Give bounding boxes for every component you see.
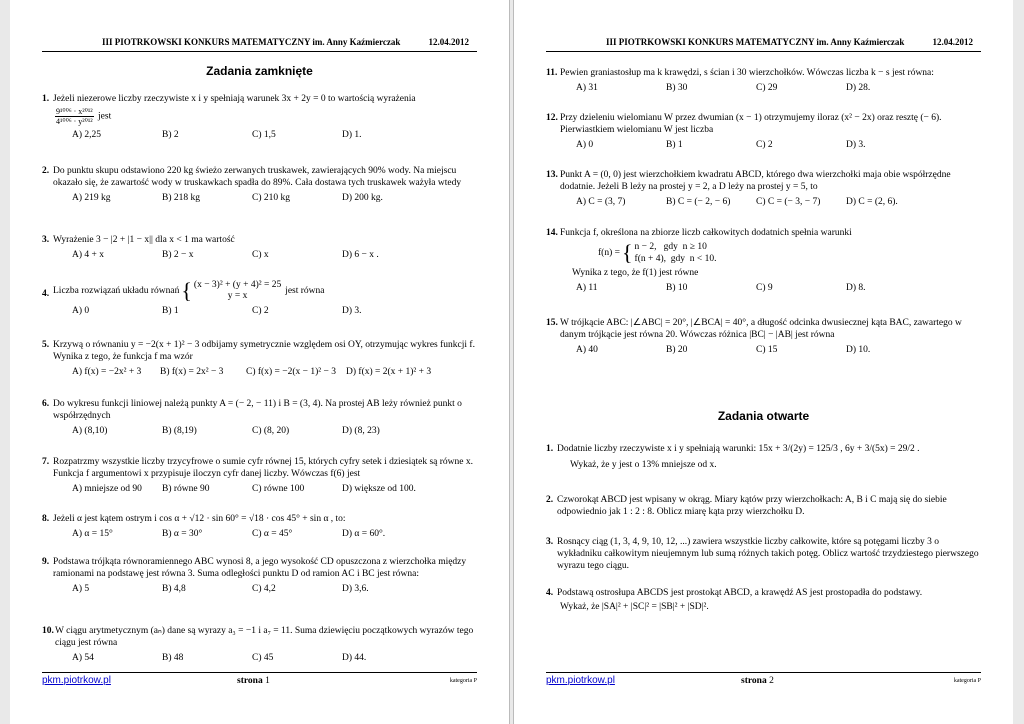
answer-b: B) 30 — [666, 83, 688, 93]
section-title-closed: Zadania zamknięte — [206, 64, 313, 78]
question-number: 4. — [42, 289, 50, 299]
answer-d: D) 3,6. — [342, 584, 369, 594]
question-number: 2. — [42, 166, 50, 176]
answers — [72, 528, 479, 540]
contest-name: III PIOTRKOWSKI KONKURS MATEMATYCZNY im. Anny Kaźmierczak — [606, 37, 905, 47]
open-task-3 — [546, 536, 983, 572]
answer-a: A) (8,10) — [72, 426, 108, 436]
answer-b: B) (8,19) — [162, 426, 197, 436]
question-12 — [546, 112, 983, 151]
question-number: 9. — [42, 557, 50, 567]
question-text: Do punktu skupu odstawiono 220 kg świeżo zerwanych truskawek, zawierających 90% wody. Na miejscu okazało się, że zawartość wody w truskawkach spadła do 89%. Cała dostawa tych truskawek ważyła wtedy — [53, 166, 462, 188]
answer-a: A) f(x) = −2x² + 3 — [72, 367, 142, 377]
answers — [72, 366, 479, 378]
answer-a: A) 2,25 — [72, 130, 102, 140]
answer-d: D) C = (2, 6). — [846, 197, 898, 207]
answers — [72, 425, 479, 437]
answer-c: C) równe 100 — [252, 484, 305, 494]
answer-d: D) α = 60°. — [342, 529, 386, 539]
task-text: Dodatnie liczby rzeczywiste x i y spełniają warunki: 15x + 3/(2y) = 125/3 , 6y + 3/(5x) = 29/2 . — [557, 444, 920, 454]
function-name: f(n) = — [598, 248, 620, 258]
question-number: 7. — [42, 457, 50, 467]
question-tail: jest — [98, 111, 112, 122]
open-task-1 — [546, 443, 983, 471]
answer-b: B) 10 — [666, 283, 688, 293]
page-header — [546, 37, 981, 52]
question-number: 14. — [546, 228, 558, 238]
equation-2: y = x — [227, 291, 248, 301]
answer-d: D) 6 − x . — [342, 250, 379, 260]
answers — [576, 344, 983, 356]
question-text: W trójkącie ABC: |∠ABC| = 20°, |∠BCA| = 40°, a długość odcinka dwusiecznej kąta BAC, zawartego w danym trójkącie jest równa 20. Wówczas różnica |BC| − |AB| jest równa — [560, 318, 962, 340]
question-text: Pewien graniastosłup ma k krawędzi, s ścian i 30 wierzchołków. Wówczas liczba k − s jest równa: — [560, 68, 934, 78]
answer-c: C) 9 — [756, 283, 773, 293]
website-link[interactable]: pkm.piotrkow.pl — [42, 675, 111, 686]
answer-b: B) 1 — [162, 306, 179, 316]
section-title-open: Zadania otwarte — [717, 409, 810, 423]
answer-d: D) 28. — [846, 83, 871, 93]
category-label: kategoria P — [449, 678, 477, 684]
page-2 — [513, 0, 1013, 724]
question-text: Rozpatrzmy wszystkie liczby trzycyfrowe o sumie cyfr równej 15, których cyfry setek i dziesiątek są równe x. Funkcja f argumentowi x przypisuje iloczyn cyfr danej liczby. Wówczas f(6) jest — [53, 457, 473, 479]
contest-date: 12.04.2012 — [428, 37, 469, 47]
answer-a: A) 40 — [576, 345, 598, 355]
question-text: Wyrażenie 3 − |2 + |1 − x|| dla x < 1 ma wartość — [53, 235, 235, 245]
answer-c: C) 1,5 — [252, 130, 276, 140]
question-number: 12. — [546, 113, 558, 123]
question-text: Przy dzieleniu wielomianu W przez dwumian (x − 1) otrzymujemy iloraz (x² − 2x) oraz resztę (− 6). Pierwiastkiem wielomianu W jest liczba — [560, 113, 942, 135]
answer-c: C) x — [252, 250, 269, 260]
answer-a: A) 219 kg — [72, 193, 111, 203]
answer-c: C) α = 45° — [252, 529, 293, 539]
equation-1: (x − 3)² + (y + 4)² = 25 — [193, 280, 282, 290]
answer-b: B) 4,8 — [162, 584, 186, 594]
question-text: Jeżeli niezerowe liczby rzeczywiste x i y spełniają warunek 3x + 2y = 0 to wartością wyrażenia — [53, 94, 416, 104]
question-11 — [546, 67, 983, 94]
answer-d: D) 200 kg. — [342, 193, 383, 203]
answers — [576, 139, 983, 151]
question-text: Punkt A = (0, 0) jest wierzchołkiem kwadratu ABCD, którego dwa wierzchołki maja obie współrzędne dodatnie. Jeżeli B leży na prostej y = 2, a D leży na prostej y = 5, to — [560, 170, 951, 192]
answers — [72, 129, 479, 141]
answer-b: B) równe 90 — [162, 484, 210, 494]
answer-a: A) 31 — [576, 83, 598, 93]
answers — [576, 196, 983, 208]
answers — [72, 652, 479, 664]
answers — [72, 483, 479, 495]
question-14 — [546, 227, 983, 294]
open-task-4 — [546, 587, 983, 613]
page-number: strona 1 — [237, 676, 270, 686]
answer-c: C) 45 — [252, 653, 274, 663]
question-number: 13. — [546, 170, 558, 180]
case-2: f(n + 4), gdy n < 10. — [634, 254, 717, 264]
answer-c: C) 15 — [756, 345, 778, 355]
question-number: 6. — [42, 399, 50, 409]
question-15 — [546, 317, 983, 356]
page-header — [42, 37, 477, 52]
website-link[interactable]: pkm.piotrkow.pl — [546, 675, 615, 686]
answer-d: D) 1. — [342, 130, 362, 140]
answer-d: D) 10. — [846, 345, 871, 355]
question-text: Podstawa trójkąta równoramiennego ABC wynosi 8, a jego wysokość CD opuszczona z wierzchołka między ramionami na podstawę jest równa 3. Suma odległości punktu D od ramion AC i BC jest równa: — [53, 557, 467, 579]
answer-a: A) C = (3, 7) — [576, 197, 626, 207]
answer-b: B) 1 — [666, 140, 683, 150]
answer-d: D) f(x) = 2(x + 1)² + 3 — [346, 367, 432, 377]
answer-a: A) 4 + x — [72, 250, 105, 260]
question-number: 15. — [546, 318, 558, 328]
question-number: 8. — [42, 514, 50, 524]
task-text: Podstawą ostrosłupa ABCDS jest prostokąt ABCD, a krawędź AS jest prostopadła do podstawy. — [557, 588, 923, 598]
answer-c: C) 4,2 — [252, 584, 276, 594]
answer-c: C) 2 — [756, 140, 773, 150]
answer-d: D) 3. — [846, 140, 866, 150]
answer-c: C) f(x) = −2(x − 1)² − 3 — [246, 367, 336, 377]
answer-c: C) 29 — [756, 83, 778, 93]
answer-a: A) 0 — [576, 140, 594, 150]
question-13 — [546, 169, 983, 208]
answer-b: B) 2 − x — [162, 250, 194, 260]
answer-b: B) α = 30° — [162, 529, 203, 539]
question-text: Liczba rozwiązań układu równań — [53, 286, 180, 296]
answers — [72, 583, 479, 595]
contest-date: 12.04.2012 — [932, 37, 973, 47]
answers — [72, 192, 479, 204]
question-9 — [42, 556, 479, 595]
answer-b: B) 20 — [666, 345, 688, 355]
question-tail: jest równa — [285, 286, 325, 296]
question-8 — [42, 513, 479, 540]
question-text: Krzywą o równaniu y = −2(x + 1)² − 3 odbijamy symetrycznie względem osi OY, otrzymując wykres funkcji f. Wynika z tego, że funkcja f ma wzór — [53, 340, 475, 362]
answer-d: D) (8, 23) — [342, 426, 380, 436]
question-7 — [42, 456, 479, 495]
question-text: Do wykresu funkcji liniowej należą punkty A = (− 2, − 11) i B = (3, 4). Na prostej AB leży również punkt o współrzędnych — [53, 399, 462, 421]
answer-b: B) 48 — [162, 653, 184, 663]
question-3 — [42, 234, 479, 261]
question-2 — [42, 165, 479, 204]
question-10 — [42, 625, 479, 664]
question-number: 11. — [546, 68, 558, 78]
question-6 — [42, 398, 479, 437]
contest-name: III PIOTRKOWSKI KONKURS MATEMATYCZNY im. Anny Kaźmierczak — [102, 37, 401, 47]
answer-c: C) 210 kg — [252, 193, 290, 203]
task-text: Czworokąt ABCD jest wpisany w okrąg. Miary kątów przy wierzchołkach: A, B i C mają się do siebie odpowiednio jak 1 : 2 : 8. Oblicz miarę kąta przy wierzchołku D. — [557, 495, 947, 517]
page-footer — [546, 672, 981, 687]
answer-a: A) 11 — [576, 283, 598, 293]
question-number: 5. — [42, 340, 50, 350]
answer-d: D) 3. — [342, 306, 362, 316]
answers — [72, 249, 479, 261]
task-text-2: Wykaż, że y jest o 13% mniejsze od x. — [570, 460, 717, 470]
answer-a: A) 0 — [72, 306, 90, 316]
answer-d: D) 44. — [342, 653, 367, 663]
question-number: 10. — [42, 626, 54, 636]
answer-a: A) mniejsze od 90 — [72, 484, 142, 494]
question-5 — [42, 339, 479, 378]
question-tail: Wynika z tego, że f(1) jest równe — [572, 268, 699, 278]
case-1: n − 2, gdy n ≥ 10 — [634, 242, 707, 252]
answer-d: D) 8. — [846, 283, 866, 293]
task-text: Rosnący ciąg (1, 3, 4, 9, 10, 12, ...) zawiera wszystkie liczby całkowite, które są potęgami liczby 3 o wykładniku całkowitym nieujemnym lub sumą różnych takich potęg. Oblicz wartość trzydziestego pierwszego wyrazu tego ciągu. — [557, 537, 979, 571]
answer-c: C) 2 — [252, 306, 269, 316]
task-text-2: Wykaż, że |SA|² + |SC|² = |SB|² + |SD|². — [560, 602, 709, 612]
task-number: 4. — [546, 588, 554, 598]
answer-b: B) 2 — [162, 130, 179, 140]
category-label: kategoria P — [953, 678, 981, 684]
answer-c: C) (8, 20) — [252, 426, 290, 436]
task-number: 2. — [546, 495, 554, 505]
answers — [576, 282, 983, 294]
answer-a: A) 5 — [72, 584, 90, 594]
question-text: Funkcja f, określona na zbiorze liczb całkowitych dodatnich spełnia warunki — [560, 228, 852, 238]
question-1 — [42, 93, 479, 141]
answer-b: B) f(x) = 2x² − 3 — [160, 367, 224, 377]
answer-b: B) 218 kg — [162, 193, 200, 203]
answer-b: B) C = (− 2, − 6) — [666, 197, 731, 207]
brace-symbol: { — [181, 278, 192, 303]
brace-symbol: { — [621, 240, 633, 265]
answer-a: A) α = 15° — [72, 529, 113, 539]
task-number: 1. — [546, 444, 554, 454]
question-text: W ciągu arytmetycznym (aₙ) dane są wyrazy a₃ = −1 i a₇ = 11. Suma dziewięciu początkowych wyrazów tego ciągu jest równa — [55, 626, 474, 648]
answer-a: A) 54 — [72, 653, 94, 663]
answer-c: C) C = (− 3, − 7) — [756, 197, 821, 207]
question-text: Jeżeli α jest kątem ostrym i cos α + √12 · sin 60° = √18 · cos 45° + sin α , to: — [53, 514, 346, 524]
question-4 — [42, 280, 479, 317]
answers — [72, 305, 479, 317]
page-footer — [42, 672, 477, 687]
question-number: 3. — [42, 235, 50, 245]
answer-d: D) większe od 100. — [342, 484, 416, 494]
question-number: 1. — [42, 94, 50, 104]
task-number: 3. — [546, 537, 554, 547]
answers — [576, 82, 983, 94]
open-task-2 — [546, 494, 983, 518]
page-number: strona 2 — [741, 676, 774, 686]
expression-fraction: $\frac{\text{9¹⁰⁰⁶ · x²⁰¹²}}{\text{4¹⁰⁰⁶ · y²⁰¹²}}$ — [56, 107, 93, 126]
page-1 — [10, 0, 510, 724]
